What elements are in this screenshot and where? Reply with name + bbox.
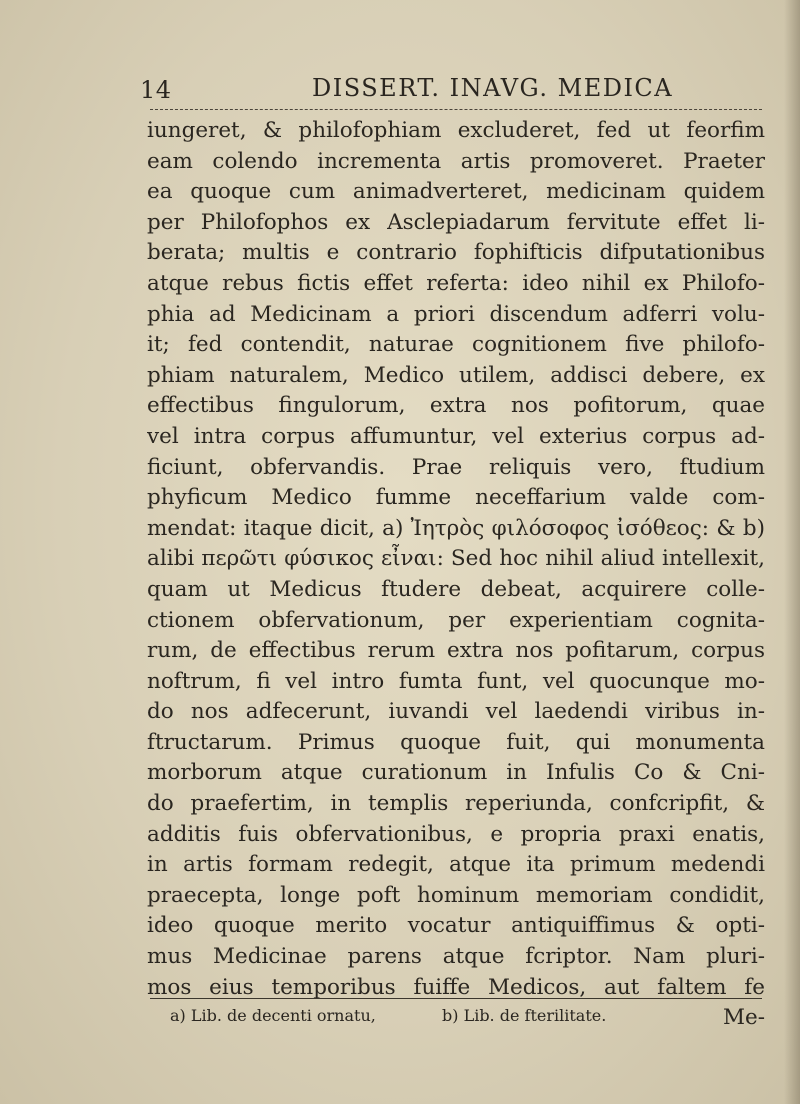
text-line: it; fed contendit, naturae cognitionem five philofo- bbox=[147, 332, 765, 358]
page-number: 14 bbox=[140, 76, 172, 104]
text-line: phyficum Medico fumme neceffarium valde com- bbox=[147, 485, 765, 511]
text-line: phia ad Medicinam a priori discendum adferri volu- bbox=[147, 301, 765, 327]
text-line: alibi περῶτι φύσικος εἶναι: Sed hoc nihil aliud intellexit, bbox=[147, 546, 765, 572]
text-line: ftructarum. Primus quoque fuit, qui monumenta bbox=[147, 729, 765, 755]
text-line: mendat: itaque dicit, a) Ἰητρὸς φιλόσοφος ἰσόθεος: & b) bbox=[147, 515, 765, 541]
text-line: rum, de effectibus rerum extra nos pofitarum, corpus bbox=[147, 638, 765, 664]
footnote-rule bbox=[150, 998, 762, 999]
text-line: mos eius temporibus fuiffe Medicos, aut faltem fe bbox=[147, 974, 765, 1000]
text-line: effectibus fingulorum, extra nos pofitorum, quae bbox=[147, 393, 765, 419]
running-head: DISSERT. INAVG. MEDICA bbox=[312, 74, 674, 102]
catchword: Me- bbox=[722, 1005, 765, 1031]
text-line: vel intra corpus affumuntur, vel exterius corpus ad- bbox=[147, 423, 765, 449]
text-line: do praefertim, in templis reperiunda, confcripfit, & bbox=[147, 791, 765, 817]
text-line: iungeret, & philofophiam excluderet, fed ut feorfim bbox=[147, 118, 765, 143]
text-line: additis fuis obfervationibus, e propria praxi enatis, bbox=[147, 821, 765, 847]
text-line: in artis formam redegit, atque ita primum medendi bbox=[147, 852, 765, 878]
text-line: morborum atque curationum in Infulis Co & Cni- bbox=[147, 760, 765, 786]
page-gutter-shadow bbox=[784, 0, 800, 1104]
text-line: ideo quoque merito vocatur antiquiffimus & opti- bbox=[147, 913, 765, 939]
text-line: phiam naturalem, Medico utilem, addisci debere, ex bbox=[147, 362, 765, 388]
text-line: do nos adfecerunt, iuvandi vel laedendi viribus in- bbox=[147, 699, 765, 725]
text-line: ctionem obfervationum, per experientiam cognita- bbox=[147, 607, 765, 633]
text-line: praecepta, longe poft hominum memoriam condidit, bbox=[147, 882, 765, 908]
text-line: ficiunt, obfervandis. Prae reliquis vero, ftudium bbox=[147, 454, 765, 480]
header-rule bbox=[150, 109, 762, 110]
text-line: eam colendo incrementa artis promoveret. Praeter bbox=[147, 148, 765, 174]
text-line: mus Medicinae parens atque fcriptor. Nam pluri- bbox=[147, 944, 765, 970]
text-line: ea quoque cum animadverteret, medicinam quidem bbox=[147, 179, 765, 205]
body-text bbox=[147, 116, 765, 1034]
text-line: atque rebus fictis effet referta: ideo nihil ex Philofo- bbox=[147, 270, 765, 296]
text-line: per Philofophos ex Asclepiadarum fervitute effet li- bbox=[147, 209, 765, 235]
text-line: berata; multis e contrario fophifticis difputationibus bbox=[147, 240, 765, 266]
page-header bbox=[140, 70, 762, 104]
text-line: quam ut Medicus ftudere debeat, acquirere colle- bbox=[147, 576, 765, 602]
text-line: noftrum, fi vel intro fumta funt, vel quocunque mo- bbox=[147, 668, 765, 694]
footnote-b: b) Lib. de fterilitate. bbox=[442, 1006, 607, 1025]
footnote-a: a) Lib. de decenti ornatu, bbox=[170, 1006, 376, 1025]
